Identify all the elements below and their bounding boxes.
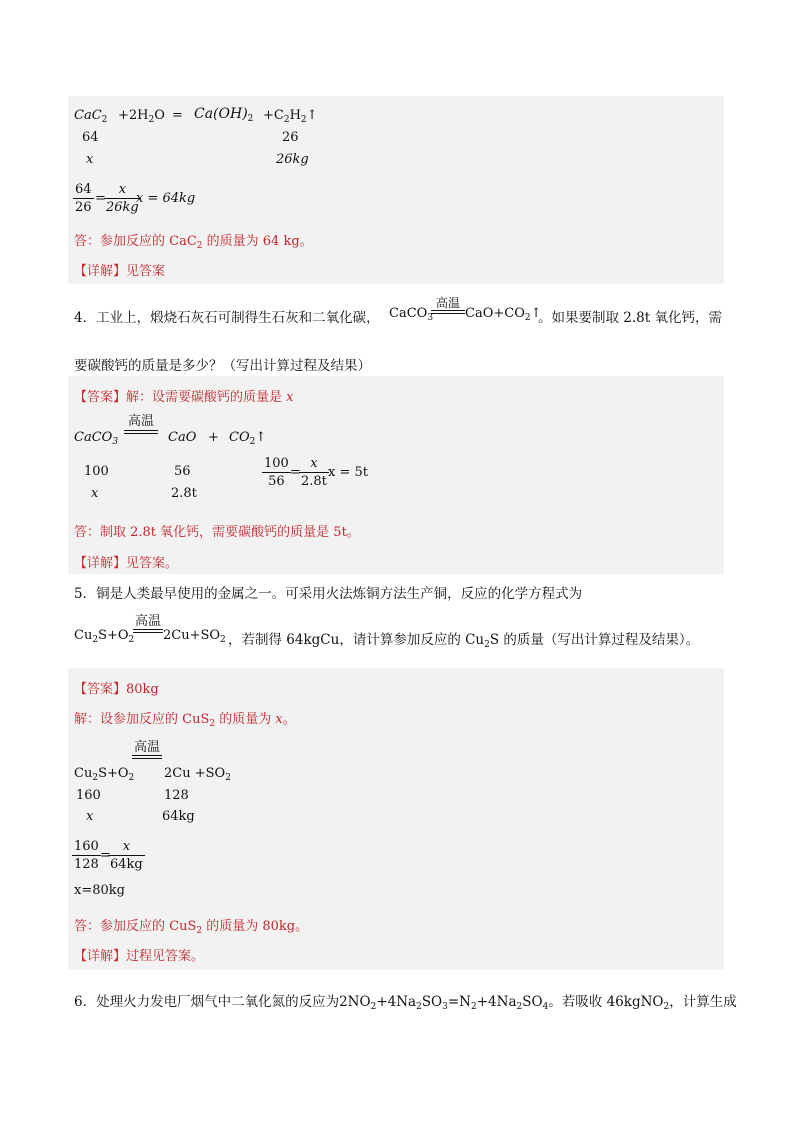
q5-frac-eq: = [100, 848, 111, 863]
formula-text: +2H [118, 108, 149, 123]
sec3-var-left: x [86, 152, 94, 167]
q5-fraction-2 [108, 838, 145, 873]
numerator: x [299, 455, 329, 473]
q4-eq-caco3 [389, 306, 433, 323]
denominator: 56 [268, 474, 285, 489]
equals-bar [431, 310, 465, 314]
denominator: 26kg [106, 200, 139, 215]
q4-sol-caco3 [74, 430, 118, 447]
q5-sol-left [74, 766, 134, 783]
q4-frac-eq: = [290, 465, 301, 480]
formula-sub: 4 [542, 1002, 549, 1012]
formula-sub: 2 [148, 115, 155, 125]
q5-sol-right [164, 766, 231, 783]
formula-text: CaCO [74, 430, 113, 445]
formula-text: +C [263, 108, 284, 123]
condition-text: 高温 [134, 614, 161, 629]
q5-condition [133, 614, 163, 633]
question-text: S 的质量（写出计算过程及结果）。 [489, 632, 700, 648]
formula-text: SO [522, 994, 543, 1010]
formula-text: O [154, 108, 165, 123]
sec3-val-right [276, 152, 309, 167]
denominator: 64kg [110, 857, 143, 872]
sec3-eq-equals: = [172, 108, 183, 123]
q6-equation [339, 994, 548, 1010]
q5-mr-right: 128 [164, 788, 189, 803]
formula-sub: 2 [128, 773, 135, 783]
formula-sub: 2 [225, 773, 231, 783]
question-text: 。若吸收 46kgNO [548, 994, 664, 1010]
formula-sub: 2 [196, 926, 203, 936]
condition-text: 高温 [435, 296, 460, 310]
up-arrow-icon: ↑ [255, 430, 267, 445]
formula-sub: 2 [484, 640, 490, 650]
formula-sub: 2 [92, 635, 99, 645]
question-text: ，若制得 64kgCu，请计算参加反应的 Cu [228, 632, 485, 648]
q5-line1: 5．铜是人类最早使用的金属之一。可采用火法炼铜方法生产铜，反应的化学方程式为 [74, 586, 583, 602]
q4-line1 [74, 306, 380, 326]
answer-text: 的质量为 80kg。 [202, 919, 309, 934]
q4-sol-cao: CaO [168, 430, 197, 445]
equals-bar [132, 755, 162, 759]
q5-mr-left: 160 [76, 788, 101, 803]
sec3-fraction-1 [73, 181, 94, 216]
formula-sub: 2 [128, 635, 135, 645]
formula-sub: 2 [249, 437, 256, 447]
formula-sub: 2 [524, 313, 531, 323]
formula-text: +4Na [376, 994, 417, 1010]
denominator: 26 [75, 200, 92, 215]
condition-text: 高温 [133, 740, 160, 755]
sec3-shade [68, 96, 724, 284]
q4-condition [431, 296, 465, 314]
question-text: 6．处理火力发电厂烟气中二氧化氮的反应为 [74, 994, 340, 1010]
q5-detail: 【详解】过程见答案。 [74, 949, 205, 964]
denominator: 2.8t [301, 474, 327, 489]
answer-text: 解：设参加反应的 CuS [74, 712, 210, 727]
q4-line1-end: 。如果要制取 2.8t 氧化钙，需 [538, 310, 722, 326]
q4-mr-left: 100 [84, 464, 109, 479]
denominator: 128 [74, 857, 99, 872]
q4-answer: 答：制取 2.8t 氧化钙，需要碳酸钙的质量是 5t。 [74, 525, 360, 540]
formula-text: Cu [74, 766, 93, 781]
equals-bar [133, 629, 163, 633]
variable: x [275, 712, 283, 727]
formula-text: SO [421, 994, 443, 1010]
answer-text: 答：参加反应的 CuS [74, 919, 197, 934]
q5-line2 [228, 628, 699, 650]
numerator: 64 [75, 182, 92, 197]
q4-fraction-1 [262, 455, 291, 490]
q4-line2: 要碳酸钙的质量是多少？（写出计算过程及结果） [74, 358, 371, 374]
formula-sub: 2 [220, 635, 226, 645]
formula-sub: 2 [516, 1002, 523, 1012]
answer-text: 。 [282, 712, 296, 727]
formula-text: CaC [74, 108, 102, 123]
formula-sub: 2 [416, 1002, 422, 1012]
q5-eq-right [163, 628, 226, 645]
formula-text: =N [447, 994, 471, 1010]
q4-val-mid: 2.8t [171, 486, 197, 501]
formula-sub: 2 [663, 1002, 670, 1012]
variable: x [286, 390, 294, 405]
q5-answer-head: 【答案】80kg [74, 682, 159, 697]
q4-fraction-2 [299, 455, 329, 490]
q4-result: x = 5t [328, 465, 368, 480]
sec3-eq-caoh [194, 106, 253, 124]
formula-sub: 2 [283, 115, 290, 125]
sec3-frac-eq: = [95, 191, 106, 206]
q4-var-left: x [91, 486, 99, 501]
formula-text: Cu [74, 628, 93, 643]
formula-sub: 2 [196, 241, 203, 251]
formula-sub: 2 [471, 1002, 477, 1012]
condition-text: 高温 [127, 414, 154, 429]
q4-shade [68, 376, 724, 574]
formula-text: CO [229, 430, 250, 445]
q5-eq-left [74, 628, 134, 645]
q5-val-right: 64kg [162, 809, 195, 824]
q5-result [74, 883, 125, 898]
formula-text: +4Na [476, 994, 517, 1010]
numerator: x [108, 838, 145, 856]
formula-sub: 2 [370, 1002, 377, 1012]
up-arrow-icon: ↑ [530, 306, 542, 321]
answer-text: 的质量为 64 kg。 [202, 234, 313, 249]
sec3-result: x = 64kg [136, 191, 196, 206]
q4-sol-plus: + [208, 430, 219, 445]
formula-text: CaO+CO [465, 306, 525, 321]
question-text: 4．工业上，煅烧石灰石可制得生石灰和二氧化碳， [74, 310, 380, 326]
formula-sub: 2 [92, 773, 99, 783]
q4-sol-condition [124, 414, 158, 434]
sec3-equation [74, 108, 107, 125]
formula-sub: 3 [112, 437, 119, 447]
numerator: 160 [74, 839, 99, 854]
value-text: 26kg [276, 152, 309, 167]
sec3-mr-left: 64 [82, 130, 99, 145]
answer-text: 【答案】解：设需要碳酸钙的质量是 [74, 390, 287, 405]
result-text: x=80kg [74, 883, 125, 898]
q4-sol-co2 [229, 430, 266, 447]
sec3-eq-c2h2 [263, 108, 318, 125]
q5-sol-head [74, 708, 296, 729]
formula-sub: 2 [247, 114, 254, 124]
formula-text: H [289, 108, 301, 123]
formula-text: S+O [98, 766, 129, 781]
formula-text: 2Cu+SO [163, 628, 221, 643]
q5-var-left: x [86, 809, 94, 824]
q5-fraction-1 [72, 838, 101, 873]
equals-bar [124, 430, 158, 434]
question-text: ，计算生成 [669, 994, 737, 1010]
formula-sub: 3 [427, 313, 434, 323]
sec3-mr-right: 26 [282, 130, 299, 145]
numerator: 100 [264, 456, 289, 471]
q5-sol-condition [132, 740, 162, 759]
formula-text: S+O [98, 628, 129, 643]
formula-sub: 2 [101, 115, 108, 125]
q4-mr-mid: 56 [174, 464, 191, 479]
formula-sub: 3 [442, 1002, 448, 1012]
formula-text: 2NO [339, 994, 371, 1010]
sec3-detail: 【详解】见答案 [74, 264, 166, 279]
sec3-answer [74, 230, 313, 251]
formula-sub: 2 [209, 719, 216, 729]
q5-answer [74, 915, 308, 936]
numerator: x [104, 181, 141, 199]
sec3-eq-water [118, 108, 165, 125]
q6-line1 [74, 990, 737, 1012]
q4-detail: 【详解】见答案。 [74, 556, 179, 571]
formula-text: 2Cu +SO [164, 766, 226, 781]
formula-text: Ca(OH) [194, 106, 248, 122]
answer-text: 答：参加反应的 CaC [74, 234, 197, 249]
q4-answer-head [74, 386, 293, 405]
up-arrow-icon: ↑ [306, 108, 318, 123]
formula-text: CaCO [389, 306, 428, 321]
formula-sub: 2 [300, 115, 307, 125]
q4-eq-rest [465, 306, 542, 323]
answer-text: 的质量为 [215, 712, 276, 727]
